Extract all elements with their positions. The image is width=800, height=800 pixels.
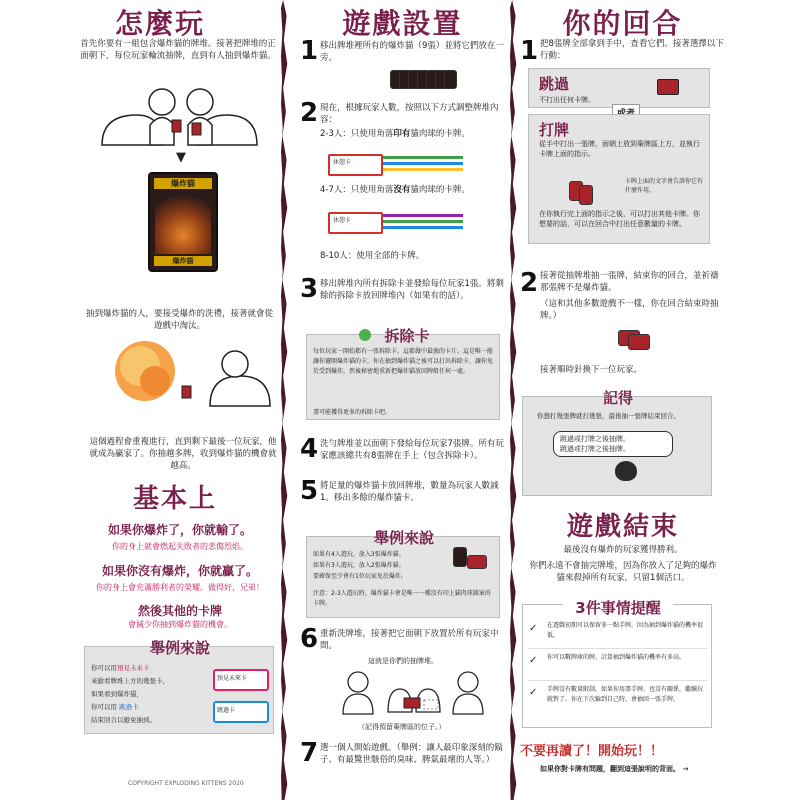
setup-step2-text: 現在，根據玩家人數，按照以下方式調整牌堆內容： [320, 103, 499, 125]
explosion-illustration [100, 336, 275, 418]
turn-step2-note: （這和其他多數遊戲不一樣，你在回合結束時抽牌。） [540, 299, 719, 321]
win-line: 如果你沒有爆炸，你就贏了。 [101, 564, 258, 578]
card-edge [383, 156, 463, 159]
defuse-note: 盡可能獲得更多的拆除卡吧。 [313, 409, 392, 416]
example-line1: 如果有4人遊玩，放入3張爆炸貓。 [313, 551, 405, 558]
setup-step2-number: 2 [300, 98, 319, 128]
red-card [628, 334, 650, 350]
tip-item [529, 653, 707, 681]
explosion-art [155, 192, 211, 254]
column-divider-left [281, 0, 288, 800]
copyright-text: COPYRIGHT EXPLODING KITTENS 2020 [128, 780, 244, 787]
draw-pile-illustration [328, 664, 498, 716]
ek-card [444, 70, 457, 89]
repeat-text: 這個過程會重複進行，直到剩下最後一位玩家，他就成為贏家了。你抽越多牌，收到爆炸貓的機會就越高。 [89, 437, 277, 471]
card-footer: 爆炸貓 [154, 256, 212, 266]
card-front [328, 212, 383, 234]
game-end-line1: 最後沒有爆炸的玩家獲得勝利。 [563, 545, 683, 555]
skip-option-box [528, 68, 710, 108]
turn-step2-number: 2 [520, 268, 539, 298]
defuse-title: 拆除卡 [384, 327, 430, 345]
example-cards-icon [453, 547, 493, 577]
setup-step5-text: 將足量的爆炸貓卡放回牌堆，數量為玩家人數減1。移出多餘的爆炸貓卡。 [320, 481, 499, 503]
tips-box [522, 599, 712, 728]
play-option-box [528, 114, 710, 244]
turn-step1-number: 1 [520, 36, 539, 66]
card-edge [383, 162, 463, 165]
setup-step4-number: 4 [300, 434, 319, 464]
speech-line1: 跳過或打牌之後抽牌。 [560, 435, 630, 443]
skip-hand-icon [657, 79, 679, 95]
see-future-card-label: 預見未來卡 [217, 675, 248, 682]
your-turn-title: 你的回合 [562, 7, 683, 40]
tip-text: 在遊戲初期可以保留多一點手牌，因為抽到爆炸貓的機率很低。 [547, 622, 704, 639]
remember-body: 你想打幾張牌就打幾張，最後抽一張牌結束回合。 [537, 412, 680, 420]
speech-bubble [553, 431, 673, 457]
tip-text: 你可以數牌庫的牌，計算抽到爆炸貓的機率有多高。 [547, 654, 686, 661]
turn-step2-text: 接著從抽牌堆抽一張牌，結束你的回合，並祈禱那張牌不是爆炸貓。 [540, 271, 719, 293]
card-edge [383, 220, 463, 223]
final-subtitle [540, 764, 725, 774]
ek-card [453, 547, 467, 567]
game-end-title: 遊戲結束 [566, 512, 679, 542]
setup-step7-number: 7 [300, 738, 319, 768]
checkmark-icon: ✓ [529, 687, 538, 698]
final-title: 不要再讀了！開始玩！！ [520, 744, 664, 759]
defuse-box [306, 327, 500, 420]
remember-title: 記得 [602, 389, 633, 407]
card-fan-with-paw [328, 150, 468, 178]
setup-step6-text: 重新洗牌堆，接著把它面朝下放置於所有玩家中間。 [320, 629, 499, 651]
red-card [467, 555, 487, 569]
setup-step5-number: 5 [300, 476, 319, 506]
example-box-col2 [306, 529, 500, 618]
skip-title: 跳過 [539, 75, 570, 93]
setup-step3-text: 移出牌堆內所有拆除卡並發給每位玩家1張。將剩餘的拆除卡放回牌堆內（如果有的話）。 [320, 279, 504, 301]
setup-step2-option-b: 4-7人：只使用角落沒有貓肉球的卡牌。 [320, 185, 470, 195]
setup-step3-number: 3 [300, 274, 319, 304]
checkmark-icon: ✓ [529, 623, 538, 634]
setup-step1-number: 1 [300, 36, 319, 66]
card-edge [383, 168, 463, 171]
example-note: 注意：2-3人遊玩時，爆炸貓卡會是唯一一種沒有印上貓肉球圖案的卡牌。 [313, 590, 491, 607]
speech-line2: 跳過或打牌之後抽牌。 [560, 445, 630, 453]
exploding-kitten-card [148, 172, 218, 272]
exploding-kitten-card-row [390, 70, 460, 90]
card-label: 休憩卡 [333, 217, 352, 224]
card-front [328, 154, 383, 176]
down-arrow-icon: ▼ [176, 150, 186, 165]
tip-item [529, 685, 707, 721]
example-line1: 你可以用預見未來卡 [91, 664, 150, 672]
column-divider-right [510, 0, 517, 800]
tip-text: 手牌沒有數量限制，如果你用盡手牌，也沒有關係，繼續玩就對了。你在下次輪到自己時，會抽回一張手牌。 [547, 686, 704, 703]
defuse-body: 每位玩家一開始都有一張拆除卡，這都做中最強的卡片。這是唯一能讓你避開爆炸貓的卡，你在抽到爆炸貓之後可以打出拆除卡，讓你免於受到爆炸，然後秘密地重新把爆炸貓放回牌組任何一處。 [313, 348, 494, 375]
example-line3: 要確保至少會有1位玩家免於爆炸。 [313, 573, 407, 580]
example-line4: 你可以用 跳過卡 [91, 703, 139, 711]
draw-card-icon [618, 330, 658, 352]
played-cards-icon [569, 181, 609, 207]
card-edge [383, 214, 463, 217]
how-to-play-title: 怎麼玩 [114, 7, 205, 40]
tips-title: 3件事情提醒 [563, 597, 673, 618]
example-line5: 結束回合以避免抽到。 [91, 716, 156, 724]
cat-icon [615, 461, 637, 481]
discard-caption: （記得預留棄牌區的位子。） [358, 723, 446, 731]
setup-step2-option-c: 8-10人：使用全部的卡牌。 [320, 251, 425, 261]
setup-title: 遊戲設置 [342, 7, 463, 40]
turn-step2-after: 接著順時針換下一位玩家。 [540, 365, 643, 375]
other-cards-line: 然後其他的卡牌 [137, 604, 222, 618]
lose-subline: 你的身上就會燃起失敗者的悲傷烈焰。 [112, 542, 248, 551]
skip-body: 不打出任何卡牌。 [539, 96, 595, 104]
game-end-line2: 你們永遠不會抽完牌堆，因為你放入了足夠的爆炸貓來殺掉所有玩家，只留1個活口。 [529, 561, 717, 583]
card-fan-without-paw [328, 208, 468, 236]
basic-title: 基本上 [132, 484, 217, 514]
defuse-icon [359, 329, 371, 341]
example-line2: 如果有3人遊玩，放入2張爆炸貓。 [313, 562, 405, 569]
intro-text: 首先你要有一組包含爆炸貓的牌堆。接著把牌堆的正面朝下，每位玩家輪流抽牌，直到有人抽到爆炸貓。 [80, 39, 276, 61]
example-box-title: 舉例來說 [373, 529, 434, 547]
see-future-card [213, 669, 269, 691]
example-box-col1 [84, 639, 274, 734]
pile-caption: 這就是你們的抽牌堆。 [368, 657, 438, 665]
tip-item [529, 621, 707, 649]
right-arrow-icon: → [682, 765, 689, 773]
example-box-title: 舉例來說 [149, 639, 210, 657]
card-label: 休憩卡 [333, 159, 352, 166]
play-title: 打牌 [539, 121, 570, 139]
final-subtitle-text: 如果你對卡牌有問題，翻到這張說明的背面。 [540, 765, 680, 773]
explode-text: 抽到爆炸貓的人，要接受爆炸的洗禮，接著就會從遊戲中淘汰。 [85, 309, 273, 331]
remember-box [522, 389, 712, 496]
setup-step4-text: 洗勻牌堆並以面朝下發給每位玩家7張牌。所有玩家應該總共有8張牌在手上（包含拆除卡）。 [320, 439, 504, 461]
skip-card [213, 701, 269, 723]
setup-step6-number: 6 [300, 624, 319, 654]
lose-line: 如果你爆炸了，你就輸了。 [107, 523, 252, 537]
setup-step1-text: 移出牌堆裡所有的爆炸貓（9張）並將它們放在一旁。 [320, 41, 504, 63]
other-cards-subline: 會減少你抽到爆炸貓的機會。 [128, 620, 232, 629]
checkmark-icon: ✓ [529, 655, 538, 666]
card-title: 爆炸貓 [154, 178, 212, 189]
play-note2: 在你執行完上面的指示之後，可以打出其他卡牌。你想要的話，可以在回合中打出任意數量的卡牌。 [539, 210, 700, 228]
example-line2: 來偷看牌堆上方的幾張卡， [91, 677, 169, 685]
win-subline: 你的身上會充滿勝利者的榮耀。做得好，兄弟！ [96, 583, 264, 592]
skip-card-label: 跳過卡 [217, 707, 236, 714]
card-edge [383, 226, 463, 229]
turn-step1-text: 把8張牌全部拿到手中，查看它們。接著選擇以下行動： [540, 39, 724, 61]
setup-step7-text: 選一個人開始遊戲。（舉例：讓人最印象深刻的鬍子、有最驚世駭俗的臭味、脾氣最壞的人等。） [320, 743, 503, 765]
players-drawing-illustration [92, 80, 267, 152]
setup-step2-option-a: 2-3人：只使用角落印有貓肉球的卡牌。 [320, 129, 470, 139]
red-card [579, 185, 593, 205]
play-note1: 卡牌上面的文字會告訴你它有什麼作用。 [625, 178, 704, 194]
play-body: 從手中打出一張牌，面朝上放到棄牌區上方，並執行卡牌上面的指示。 [539, 140, 700, 158]
example-line3: 如果看到爆炸貓， [91, 690, 143, 698]
